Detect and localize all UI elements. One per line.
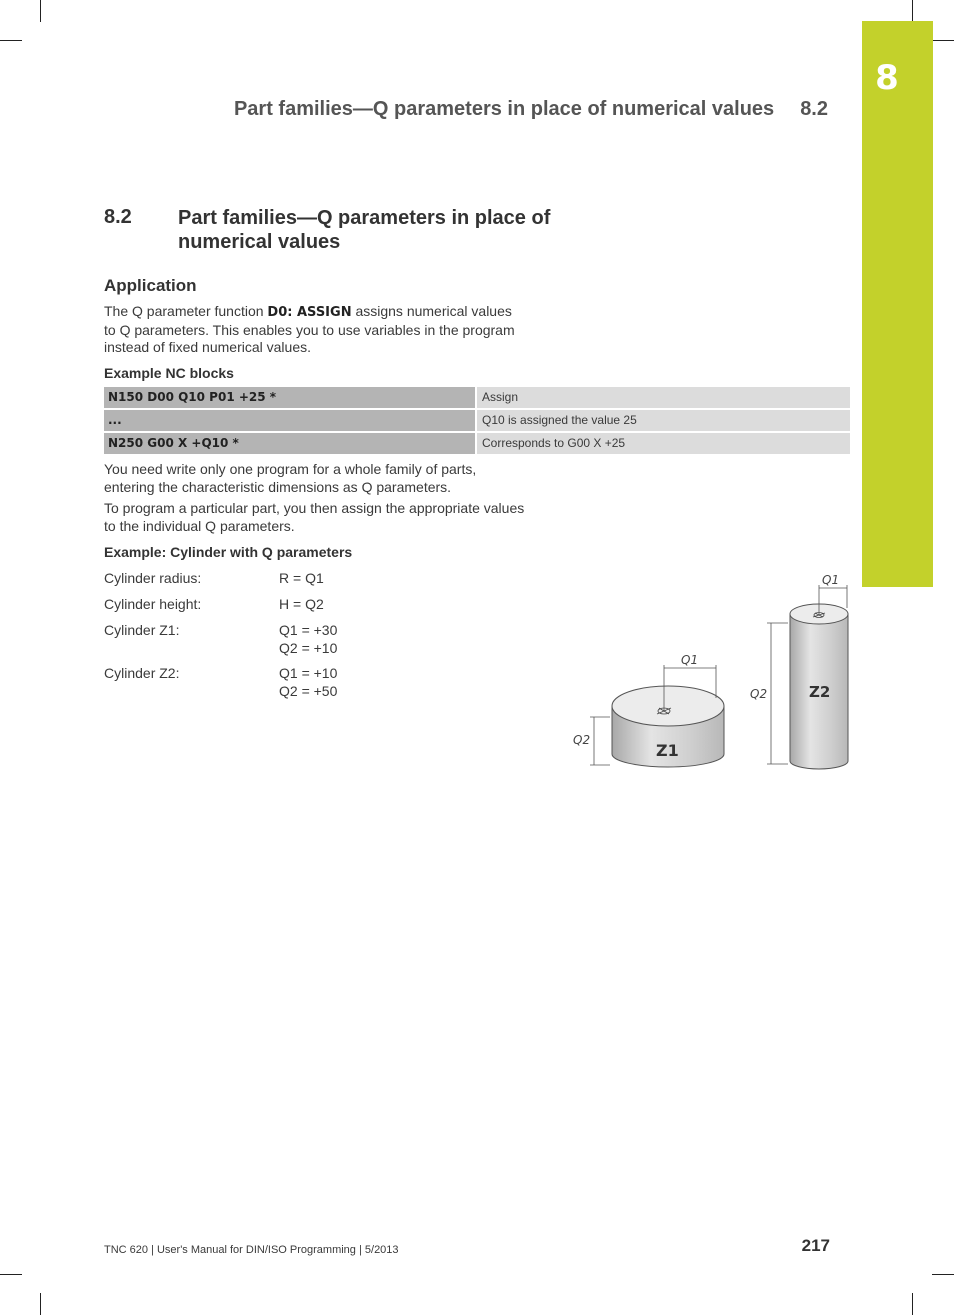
- para-text: instead of fixed numerical values.: [104, 339, 311, 355]
- chapter-number: 8: [875, 58, 899, 98]
- crop-mark: [0, 1274, 22, 1275]
- crop-mark: [0, 40, 22, 41]
- page-number: 217: [801, 1236, 830, 1255]
- nc-blocks-table: [104, 387, 850, 456]
- nc-description: Corresponds to G00 X +25: [477, 433, 850, 454]
- section-title-line1: Part families—Q parameters in place of: [178, 207, 551, 229]
- nc-code: ...: [104, 410, 475, 431]
- nc-code: N150 D00 Q10 P01 +25 *: [104, 387, 475, 408]
- nc-description: Q10 is assigned the value 25: [477, 410, 850, 431]
- function-code: D0: ASSIGN: [267, 305, 352, 320]
- crop-mark: [932, 1274, 954, 1275]
- kv-value-line: Q1 = +30: [279, 622, 338, 638]
- section-title: [178, 206, 598, 254]
- z1-label: Z1: [656, 741, 679, 760]
- z2-label: Z2: [809, 683, 831, 701]
- kv-label: Cylinder Z2:: [104, 665, 180, 681]
- section-number: 8.2: [104, 206, 132, 228]
- kv-value: R = Q1: [279, 570, 324, 586]
- kv-value-line: Q2 = +10: [279, 640, 338, 656]
- table-row: [104, 410, 850, 431]
- cylinder-figure: [560, 565, 860, 775]
- application-paragraph: [104, 303, 564, 357]
- crop-mark: [912, 0, 913, 22]
- para-text: You need write only one program for a whole family of parts,: [104, 461, 477, 477]
- para-text: The Q parameter function: [104, 303, 268, 319]
- kv-value-line: Q1 = +10: [279, 665, 338, 681]
- running-head-title: Part families—Q parameters in place of numerical values: [233, 98, 775, 120]
- para-text: to the individual Q parameters.: [104, 517, 295, 534]
- table-row: [104, 387, 850, 408]
- section-title-line2: numerical values: [178, 231, 341, 253]
- kv-label: Cylinder Z1:: [104, 622, 180, 638]
- footer-text: TNC 620 | User's Manual for DIN/ISO Programming | 5/2013: [104, 1244, 399, 1256]
- z2-q2-label: Q2: [750, 687, 768, 701]
- crop-mark: [932, 40, 954, 41]
- kv-label: Cylinder radius:: [104, 570, 202, 586]
- family-paragraph: [104, 461, 564, 496]
- z1-q1-label: Q1: [681, 653, 699, 667]
- kv-value-line: Q2 = +50: [279, 683, 338, 699]
- assign-paragraph: [104, 500, 564, 535]
- z1-q2-label: Q2: [573, 733, 591, 747]
- nc-code: N250 G00 X +Q10 *: [104, 433, 475, 454]
- para-text: entering the characteristic dimensions as Q parameters.: [104, 478, 452, 495]
- running-head: [200, 98, 828, 121]
- kv-value: [279, 621, 337, 657]
- nc-blocks-heading: Example NC blocks: [104, 365, 234, 381]
- kv-value: H = Q2: [279, 596, 324, 612]
- z2-q1-label: Q1: [822, 573, 840, 587]
- running-head-number: 8.2: [800, 98, 828, 120]
- cylinder-example-heading: Example: Cylinder with Q parameters: [104, 544, 353, 560]
- para-text: to Q parameters. This enables you to use variables in the program: [104, 321, 515, 338]
- kv-label: Cylinder height:: [104, 596, 202, 612]
- para-text: assigns numerical values: [351, 303, 512, 319]
- para-text: To program a particular part, you then assign the appropriate values: [104, 500, 525, 516]
- table-row: [104, 433, 850, 454]
- application-heading: Application: [104, 276, 197, 295]
- crop-mark: [912, 1293, 913, 1315]
- crop-mark: [40, 1293, 41, 1315]
- crop-mark: [40, 0, 41, 22]
- nc-description: Assign: [477, 387, 850, 408]
- kv-value: [279, 664, 337, 700]
- chapter-tab: [862, 21, 933, 587]
